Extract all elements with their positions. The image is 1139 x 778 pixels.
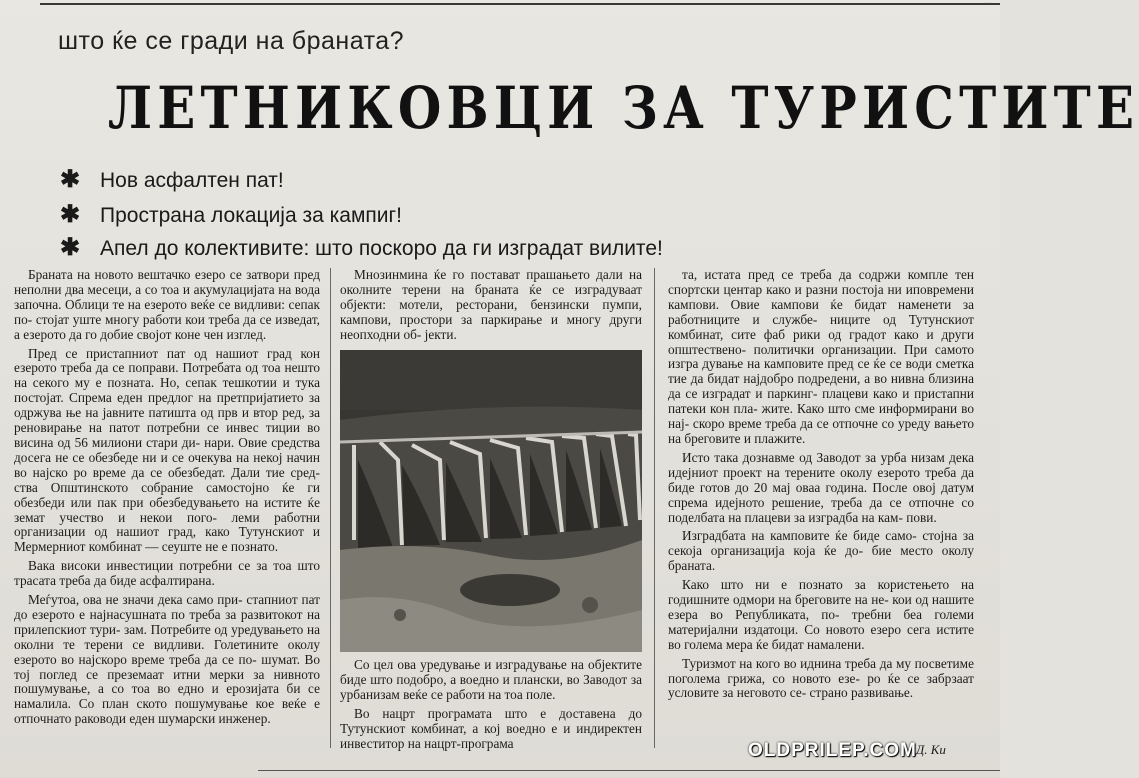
paragraph: Меѓутоа, ова не значи дека само при- стапниот пат до езерото е најнасушната по треба за развитокот на прилепскиот тури- зам. Потребите од уредувањето на околни те терени се видливи. Голетините околу езерото во најскоро време треба да се по- шумат. Во тој поглед се преземаат итни мерки за нивното пошумување, а со тоа во едно и ерозијата би се намалила. Со план ското пошумување кое веќе е отпочнато раководи еден шумарски инженер.	[14, 592, 320, 727]
paragraph: Како што ни е познато за користењето на годишните одмори на бреговите на не- кои од нашите езера во Републиката, по- требни беа големи материјални издатоци. Со новото езеро сега истите во голема мера ќе бидат намалени.	[668, 577, 974, 652]
paragraph: Исто така дознавме од Заводот за урба низам дека идејниот проект на терените околу езерото треба да биде готов до 20 мај оваа година. После овој датум спрема идејното решение, треба да се отпочне со поделбата на плацеви за изградба на кам- пови.	[668, 449, 974, 525]
article-column-2-lower	[340, 658, 642, 755]
dam-photo	[340, 350, 642, 652]
asterisk-icon: ✱	[60, 201, 81, 228]
author-signature: Д. Ки	[916, 742, 946, 757]
paragraph: та, истата пред се треба да содржи компле тен спортски центар како и разни постоја ни иповремени кампови. Овие кампови ќе бидат наменети за работниците и службе- ниците од Тутунскиот комбинат, сите фаб рики од градот како и други општествено- политички организации. При самото изгра дување на кампoвите пред се ќе се води сметка тие да бидат најдобро подредени, а во нивна близина да се изградат и паркинг- плацеви како и пристапни патеки кон пла- жите. Како што сме информирани во нај- скоро време треба да се отпочне со уреду вањето на бреговите и плажите.	[668, 267, 974, 446]
dam-illustration	[340, 350, 642, 652]
bullet-text: Апел до колективите: што поскоро да ги изградат вилите!	[100, 237, 663, 260]
paragraph: Пред се пристапниот пат од нашиот град кон езерото треба да се поправи. Потребата од тоа нешто на секого му е позната. Но, сепак тешкотии и тука постојат. Спрема еден предлог на претпријатието за одржува ње на јавните патишта од прв и втор ред, за реновирање на патот потребни се инвес тиции во висина од 56 милиони стари ди- нари. Овие средства досега не се обезбеде ни и се очекува на некој начин во најско ро време да се обезбедат. Дали тие сред- ства Општинското собрание самостојно ќе ги обезбеди или пак при обезбедувањето на истите ќе земат учество и некои пого- леми работни организации од нашиот град, како Тутунскиот и Мермерниот комбинат — сеуште не е познато.	[14, 345, 320, 555]
bullet-text: Пространа локација за кампиг!	[100, 204, 402, 227]
paragraph: Браната на новото вештачко езеро се затвори пред неполни два месеци, а со тоа и акумулацијата на вода започна. Облици те на езерото веќе се видливи: сепак по- стојат уште многу работи кои треба да се изведат, а езерото да го добие својот коне чен изглед.	[14, 267, 320, 342]
headline: ЛЕТНИКОВЦИ ЗА ТУРИСТИТЕ	[108, 74, 1139, 142]
article-column-3	[668, 268, 974, 705]
bullet-item	[60, 200, 402, 229]
asterisk-icon: ✱	[60, 166, 81, 193]
top-rule	[40, 3, 1000, 5]
bottom-rule	[258, 770, 1000, 771]
bullet-item	[60, 165, 284, 194]
paragraph: Туризмот на кого во иднина треба да му посветиме поголема грижа, со новото езе- ро ќе се забрзаат условите за неговото се- страно развивање.	[668, 655, 974, 701]
column-divider	[330, 268, 331, 748]
paragraph: Во нацрт програмата што е доставена до Тутунскиот комбинат, а кој воедно е и индиректен инвеститор на нацрт-програма	[340, 705, 642, 751]
paragraph: Со цел ова уредување и изградување на објектите биде што подобро, а воедно и плански, во Заводот за урбанизам веќе се работи на тоа поле.	[340, 657, 642, 702]
bullet-text: Нов асфалтен пат!	[100, 169, 284, 192]
article-column-2	[340, 268, 642, 347]
column-divider	[654, 268, 655, 748]
corner-text: ...	[984, 0, 992, 7]
paragraph: Мнозинмина ќе го постават прашањето дали на околните терени на браната ќе се изградуваат објекти: мотели, ресторани, бензински пумпи, кампови, простори за паркирање и многу други неопходни об- јекти.	[340, 267, 642, 342]
paragraph: Изградбата на камповите ќе биде само- стојна за секоја организација која ќе до- бие место околу браната.	[668, 528, 974, 574]
article-column-1	[14, 268, 320, 731]
paragraph: Вака високи инвестиции потребни се за тоа што трасата треба да биде асфалтирана.	[14, 558, 320, 589]
bullet-item	[60, 233, 663, 262]
asterisk-icon: ✱	[60, 234, 81, 261]
watermark: OLDPRILEP.COM	[748, 740, 917, 761]
kicker-question: што ќе се гради на браната?	[58, 27, 405, 55]
